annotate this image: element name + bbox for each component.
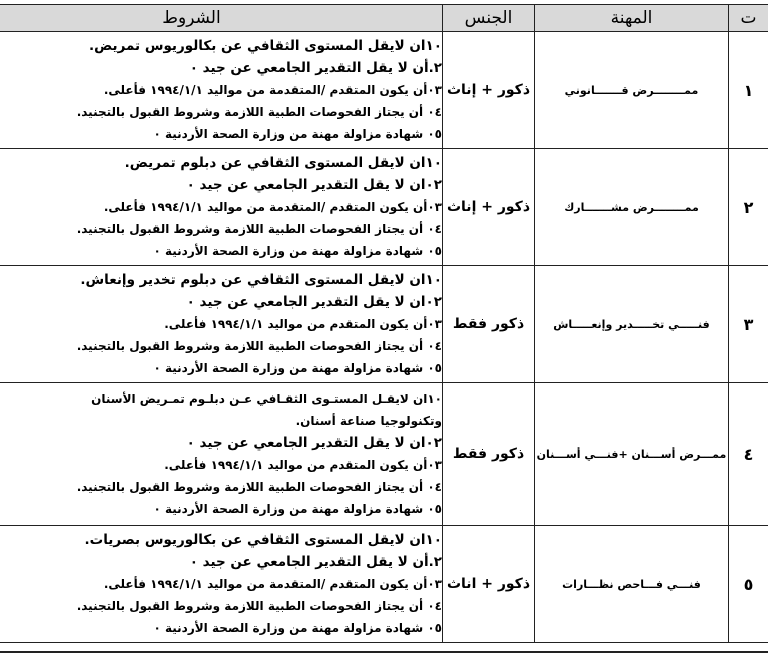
condition-line: ٠٤ أن يجتاز الفحوصات الطبية اللازمة وشروط القبول بالتجنيد. — [76, 339, 442, 353]
conditions-cell — [0, 383, 443, 526]
row-number: ٥ — [729, 526, 768, 643]
gender-cell: ذكور فقط — [443, 383, 535, 526]
condition-line: ١٠ان لايقـل المستـوى الثقـافي عـن دبلـوم تمـريض الأسنان — [91, 392, 442, 406]
conditions-table — [0, 4, 768, 643]
table-row — [0, 149, 768, 266]
conditions-cell — [0, 526, 443, 643]
job-title: فنـــي فـــاحص نظـــارات — [535, 526, 729, 643]
condition-line: ٠٥ شهادة مزاولة مهنة من وزارة الصحة الأردنية ٠ — [153, 502, 442, 516]
job-title: فنـــــي تخـــــدير وإنعـــــاش — [535, 266, 729, 383]
condition-line: ٠٥ شهادة مزاولة مهنة من وزارة الصحة الأردنية ٠ — [153, 244, 442, 258]
condition-line: ٠٤ أن يجتاز الفحوصات الطبية اللازمة وشروط القبول بالتجنيد. — [76, 222, 442, 236]
condition-line: ٠٢ان لا يقل التقدير الجامعي عن جيد ٠ — [186, 177, 442, 193]
conditions-cell — [0, 266, 443, 383]
header-gender: الجنس — [443, 5, 535, 32]
condition-line: ٠٥ شهادة مزاولة مهنة من وزارة الصحة الأردنية ٠ — [153, 621, 442, 635]
table-header — [0, 5, 768, 32]
gender-cell: ذكور + إناث — [443, 32, 535, 149]
row-number: ١ — [729, 32, 768, 149]
table-row — [0, 526, 768, 643]
table-row — [0, 266, 768, 383]
table-row — [0, 383, 768, 526]
conditions-cell — [0, 149, 443, 266]
condition-line: ٠٣أن يكون المتقدم من مواليد ١٩٩٤/١/١ فأعلى. — [164, 317, 442, 331]
condition-line: ١٠ان لايقل المستوى الثقافي عن بكالوريوس تمريض. — [88, 38, 442, 54]
condition-line: ٠٣أن يكون المتقدم /المتقدمة من مواليد ١٩٩٤/١/١ فأعلى. — [103, 83, 442, 97]
row-number: ٤ — [729, 383, 768, 526]
condition-line: ٠٢ان لا يقل التقدير الجامعي عن جيد ٠ — [186, 435, 442, 451]
row-number: ٣ — [729, 266, 768, 383]
row-number: ٢ — [729, 149, 768, 266]
job-title: ممــــــــرض قـــــــانوني — [535, 32, 729, 149]
conditions-cell — [0, 32, 443, 149]
gender-cell: ذكور + اناث — [443, 526, 535, 643]
table-row — [0, 32, 768, 149]
condition-line: ٠٤ أن يجتاز الفحوصات الطبية اللازمة وشروط القبول بالتجنيد. — [76, 105, 442, 119]
condition-line: ٢.أن لا يقل التقدير الجامعي عن جيد ٠ — [189, 60, 442, 76]
condition-line: ٠٣أن يكون المتقدم /المتقدمة من مواليد ١٩٩٤/١/١ فأعلى. — [103, 200, 442, 214]
condition-line: ١٠ان لايقل المستوى الثقافي عن دبلوم تمريض. — [124, 155, 442, 171]
condition-line: ٠٤ أن يجتاز الفحوصات الطبية اللازمة وشروط القبول بالتجنيد. — [76, 599, 442, 613]
condition-line: وتكنولوجيا صناعة أسنان. — [295, 414, 442, 428]
header-conditions: الشروط — [0, 5, 443, 32]
condition-line: ١٠ان لايقل المستوى الثقافي عن بكالوريوس بصريات. — [84, 532, 442, 548]
bottom-rule — [0, 651, 768, 653]
condition-line: ٠٢ان لا يقل التقدير الجامعي عن جيد ٠ — [186, 294, 442, 310]
condition-line: ٠٥ شهادة مزاولة مهنة من وزارة الصحة الأردنية ٠ — [153, 361, 442, 375]
condition-line: ٢.أن لا يقل التقدير الجامعي عن جيد ٠ — [189, 554, 442, 570]
condition-line: ٠٣أن يكون المتقدم من مواليد ١٩٩٤/١/١ فأعلى. — [164, 458, 442, 472]
gender-cell: ذكور + إناث — [443, 149, 535, 266]
condition-line: ٠٣أن يكون المتقدم /المتقدمة من مواليد ١٩٩٤/١/١ فأعلى. — [103, 577, 442, 591]
job-title: ممـــرض أســـنان +فنـــي أســـنان — [535, 383, 729, 526]
table-body — [0, 32, 768, 643]
condition-line: ٠٥ شهادة مزاولة مهنة من وزارة الصحة الأردنية ٠ — [153, 127, 442, 141]
condition-line: ٠٤ أن يجتاز الفحوصات الطبية اللازمة وشروط القبول بالتجنيد. — [76, 480, 442, 494]
header-num: ت — [729, 5, 768, 32]
header-job: المهنة — [535, 5, 729, 32]
job-title: ممــــــــرض مشـــــــارك — [535, 149, 729, 266]
condition-line: ١٠ان لايقل المستوى الثقافي عن دبلوم تخدير وإنعاش. — [80, 272, 442, 288]
gender-cell: ذكور فقط — [443, 266, 535, 383]
